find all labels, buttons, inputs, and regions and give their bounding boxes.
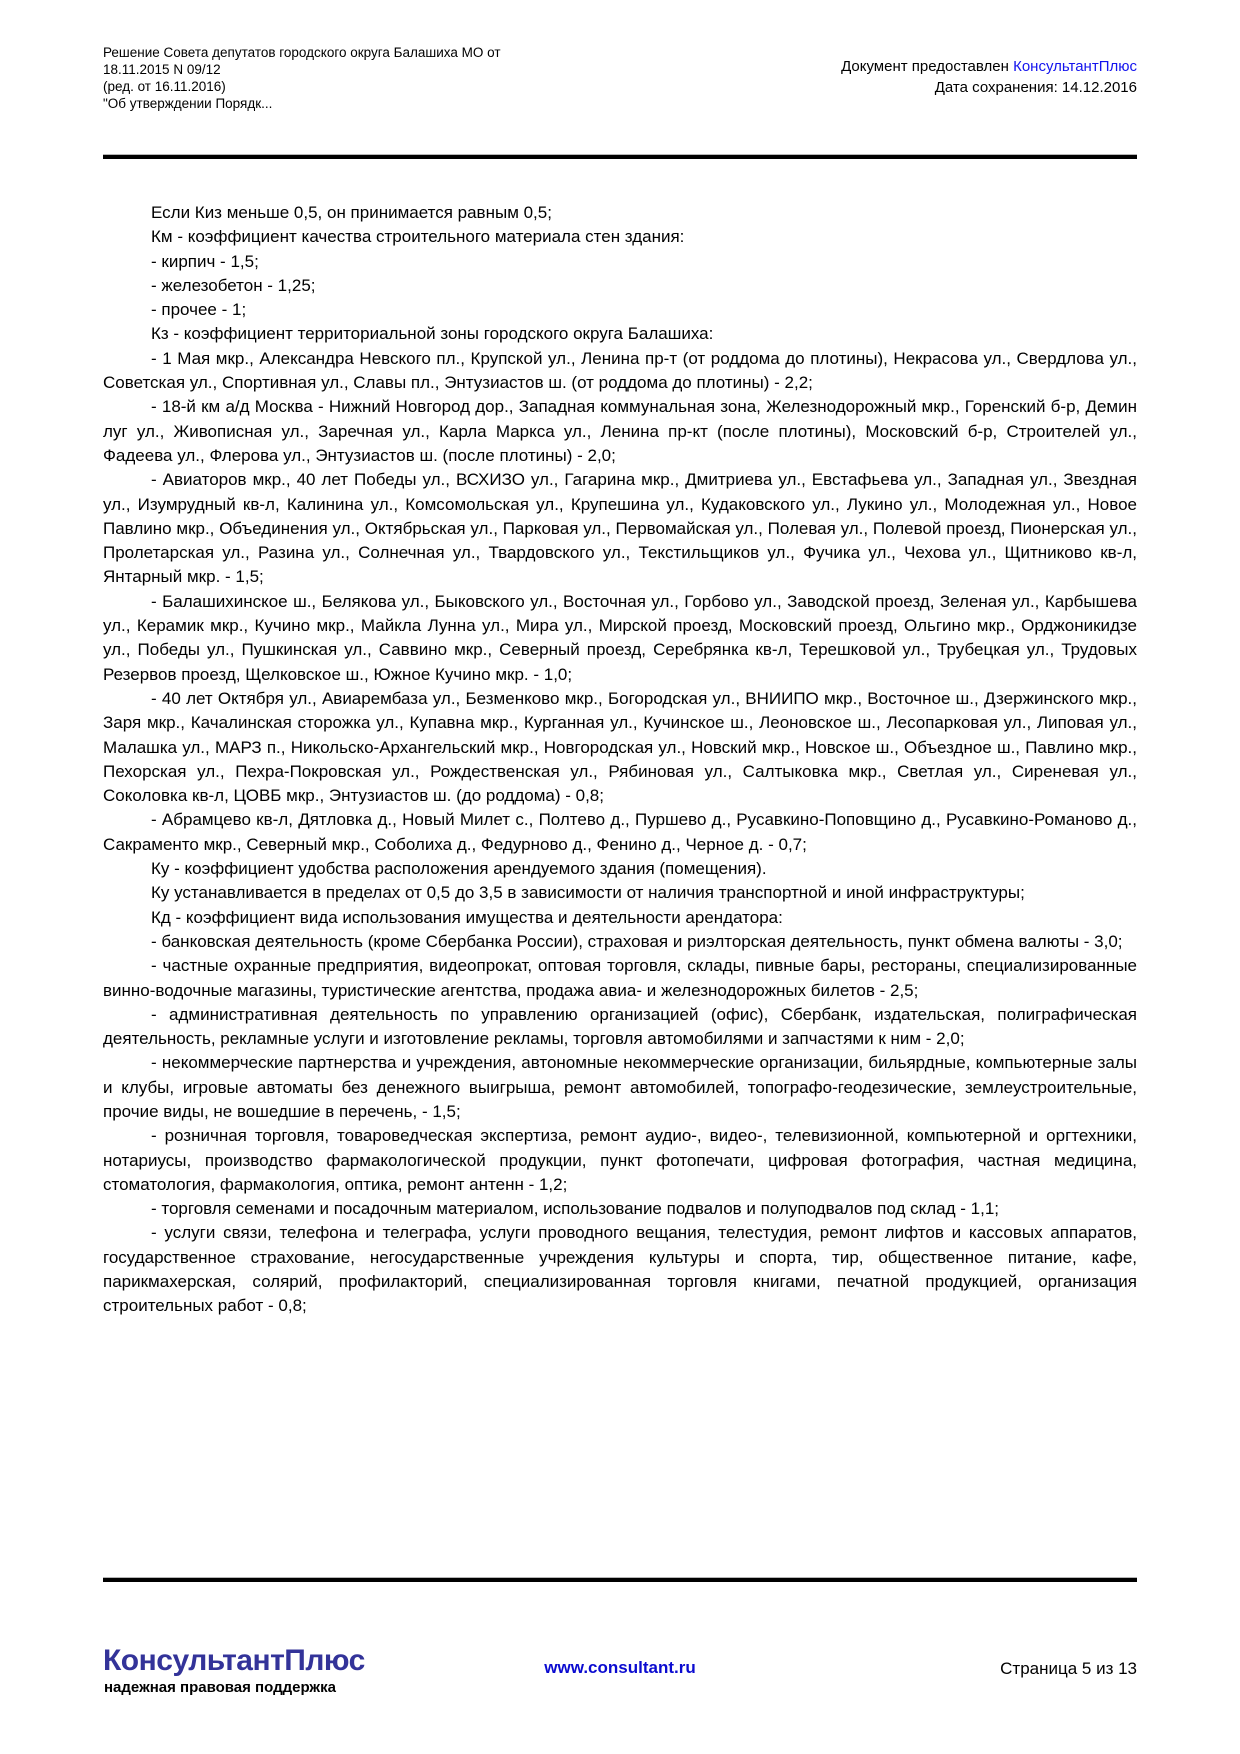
consultantplus-logo: КонсультантПлюс [103, 1644, 365, 1677]
consultant-site-link[interactable]: www.consultant.ru [544, 1658, 696, 1677]
body-paragraph: Кд - коэффициент вида использования имущества и деятельности арендатора: [151, 907, 783, 927]
provided-by-line [841, 56, 1137, 77]
doc-title-line: 18.11.2015 N 09/12 [103, 62, 221, 77]
body-paragraph: - 18-й км а/д Москва - Нижний Новгород дор., Западная коммунальная зона, Железнодорожный мкр., Горенский б-р, Демин луг ул., Живописная ул., Заречная ул., Карла Маркса ул., Ленина пр-кт (после плотины), Московский б-р, Строителей ул., Фадеева ул., Флерова ул., Энтузиастов ш. (после плотины) - 2,0; [103, 397, 1137, 465]
body-paragraph: - услуги связи, телефона и телеграфа, услуги проводного вещания, телестудия, ремонт лифтов и кассовых аппаратов, государственное страхование, негосударственные учреждения культуры и спорта, тир, общественное питание, кафе, парикмахерская, солярий, профилакторий, специализированная торговля книгами, печатной продукцией, организация строительных работ - 0,8; [103, 1223, 1137, 1316]
body-paragraph: Если Киз меньше 0,5, он принимается равным 0,5; [151, 203, 552, 222]
body-paragraph: - 1 Мая мкр., Александра Невского пл., Крупской ул., Ленина пр-т (от роддома до плотины), Некрасова ул., Свердлова ул., Советская ул., Спортивная ул., Славы пл., Энтузиастов ш. (от роддома до плотины) - 2,2; [103, 348, 1137, 393]
doc-title-line: "Об утверждении Порядк... [103, 96, 273, 111]
body-paragraph: - административная деятельность по управлению организацией (офис), Сбербанк, издательская, полиграфическая деятельность, рекламные услуги и изготовление рекламы, торговля автомобилями и запчастями к ним - 2,0; [103, 1004, 1137, 1049]
logo-tagline: надежная правовая поддержка [104, 1679, 336, 1696]
body-paragraph: Км - коэффициент качества строительного материала стен здания: [151, 227, 685, 247]
body-paragraph: Ку устанавливается в пределах от 0,5 до 3,5 в зависимости от наличия транспортной и иной инфраструктуры; [151, 883, 1025, 903]
body-paragraph: - банковская деятельность (кроме Сбербанка России), страховая и риэлторская деятельность, пункт обмена валюты - 3,0; [151, 931, 1123, 951]
body-paragraph: Ку - коэффициент удобства расположения арендуемого здания (помещения). [151, 859, 767, 879]
body-paragraph: - кирпич - 1,5; [151, 251, 259, 271]
page-indicator: Страница 5 из 13 [1000, 1659, 1137, 1678]
footer-separator [103, 1577, 1137, 1582]
header-separator [103, 154, 1137, 159]
body-paragraph: - розничная торговля, товароведческая экспертиза, ремонт аудио-, видео-, телевизионной, компьютерной и оргтехники, нотариусы, производство фармакологической продукции, пункт фотопечати, цифровая фотография, частная медицина, стоматология, фармакология, оптика, ремонт антенн - 1,2; [103, 1126, 1137, 1194]
body-paragraph: - торговля семенами и посадочным материалом, использование подвалов и полуподвалов под склад - 1,1; [151, 1199, 999, 1219]
document-body [103, 201, 1137, 1573]
body-paragraph: - Балашихинское ш., Белякова ул., Быковского ул., Восточная ул., Горбово ул., Заводской проезд, Зеленая ул., Карбышева ул., Керамик мкр., Кучино мкр., Майкла Лунна ул., Мира ул., Мирской проезд, Московский проезд, Ольгино мкр., Орджоникидзе ул., Победы ул., Пушкинская ул., Саввино мкр., Северный проезд, Серебрянка кв-л, Терешковой ул., Трубецкая ул., Трудовых Резервов проезд, Щелковское ш., Южное Кучино мкр. - 1,0; [103, 591, 1137, 684]
provided-by-label: Документ предоставлен [841, 58, 1014, 75]
body-paragraph: - Авиаторов мкр., 40 лет Победы ул., ВСХИЗО ул., Гагарина мкр., Дмитриева ул., Евстафьева ул., Западная ул., Звездная ул., Изумрудный кв-л, Калинина ул., Комсомольская ул., Крупешина ул., Кудаковского ул., Лукино ул., Молодежная ул., Новое Павлино мкр., Объединения ул., Октябрьская ул., Парковая ул., Первомайская ул., Полевая ул., Полевой проезд, Пионерская ул., Пролетарская ул., Разина ул., Солнечная ул., Твардовского ул., Текстильщиков ул., Фучика ул., Чехова ул., Щитниково кв-л, Янтарный мкр. - 1,5; [103, 470, 1137, 587]
body-paragraph: - 40 лет Октября ул., Авиарембаза ул., Безменково мкр., Богородская ул., ВНИИПО мкр., Восточное ш., Дзержинского мкр., Заря мкр., Качалинская сторожка ул., Купавна мкр., Курганная ул., Кучинское ш., Леоновское ш., Лесопарковая ул., Липовая ул., Малашка ул., МАРЗ п., Никольско-Архангельский мкр., Новгородская ул., Новский мкр., Новское ш., Объездное ш., Павлино мкр., Пехорская ул., Пехра-Покровская ул., Рождественская ул., Рябиновая ул., Салтыковка мкр., Светлая ул., Сиреневая ул., Соколовка кв-л, ЦОВБ мкр., Энтузиастов ш. (до роддома) - 0,8; [103, 688, 1137, 806]
doc-title-line: (ред. от 16.11.2016) [103, 79, 226, 94]
body-paragraph: - частные охранные предприятия, видеопрокат, оптовая торговля, склады, пивные бары, рестораны, специализированные винно-водочные магазины, туристические агентства, продажа авиа- и железнодорожных билетов - 2,5; [103, 956, 1137, 1000]
body-paragraph: - железобетон - 1,25; [151, 275, 316, 295]
body-paragraph: - Абрамцево кв-л, Дятловка д., Новый Милет с., Полтево д., Пуршево д., Русавкино-Поповщино д., Русавкино-Романово д., Сакраменто мкр., Северный мкр., Соболиха д., Федурново д., Фенино д., Черное д. - 0,7; [103, 810, 1137, 854]
save-date: Дата сохранения: 14.12.2016 [934, 79, 1137, 96]
header-meta [841, 56, 1137, 98]
body-paragraph: - прочее - 1; [151, 300, 247, 320]
body-paragraph: - некоммерческие партнерства и учреждения, автономные некоммерческие организации, бильярдные, компьютерные залы и клубы, игровые автоматы без денежного выигрыша, ремонт автомобилей, топографо-геодезические, землеустроительные, прочие виды, не вошедшие в перечень, - 1,5; [103, 1053, 1137, 1121]
header-doc-title [103, 44, 501, 112]
doc-title-line: Решение Совета депутатов городского округа Балашиха МО от [103, 45, 501, 60]
provider-link[interactable]: КонсультантПлюс [1013, 58, 1137, 75]
body-paragraph: Кз - коэффициент территориальной зоны городского округа Балашиха: [151, 324, 714, 344]
